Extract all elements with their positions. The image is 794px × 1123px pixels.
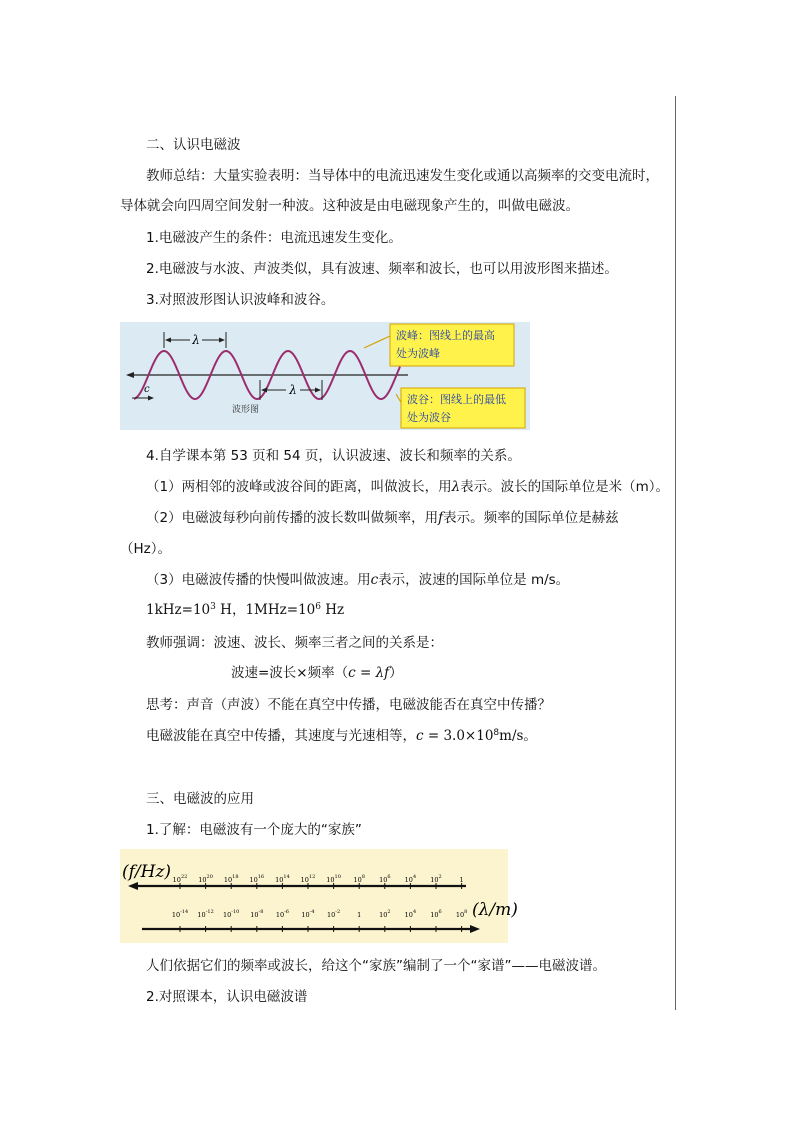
crest-callout-line-2: 处为波峰 [396,347,440,360]
list-item-2: 2.电磁波与水波、声波类似，具有波速、频率和波长，也可以用波形图来描述。 [146,261,618,277]
paragraph-speed: （3）电磁波传播的快慢叫做波速。用c表示，波速的国际单位是 m/s。 [146,572,570,588]
wavelength-tick-label: 1 [357,911,362,919]
frequency-axis-arrow [128,882,138,890]
spectrum-description: 人们依据它们的频率或波长，给这个“家族”编制了一个“家谱”——电磁波谱。 [146,958,606,974]
frequency-tick-label: $10^{10}$ [326,874,341,884]
frequency-tick-label: $10^2$ [430,874,442,884]
paragraph-frequency: （2）电磁波每秒向前传播的波长数叫做频率，用f表示。频率的国际单位是赫兹 [146,510,619,526]
waveform-diagram [120,322,530,430]
frequency-tick-label: 1 [459,876,464,884]
frequency-tick-label: $10^{12}$ [300,874,316,884]
frequency-axis-label: (f/Hz) [122,862,172,882]
teacher-summary-line-2: 导体就会向四周空间发射一种波。这种波是由电磁现象产生的，叫做电磁波。 [120,198,579,214]
speed-formula: 波速=波长×频率（c = λf） [231,665,403,681]
section3-item-1: 1.了解：电磁波有一个庞大的“家族” [146,822,362,838]
wavelength-tick-label: $10^6$ [430,909,442,919]
list-item-3: 3.对照波形图认识波峰和波谷。 [146,292,335,308]
lambda-label-top: λ [192,333,200,347]
wavelength-tick-label: $10^{-10}$ [223,909,240,919]
wavelength-tick-label: $10^8$ [455,909,468,919]
spectrum-scale-diagram [120,849,518,943]
frequency-tick-label: $10^4$ [404,874,417,884]
wavelength-tick-label: $10^{-6}$ [275,909,289,919]
frequency-tick-label: $10^{14}$ [275,874,290,884]
lambda-label-bottom: λ [289,383,297,397]
crest-callout-line [364,336,390,348]
paragraph-frequency-unit: （Hz）。 [120,541,171,557]
teacher-summary-line-1: 教师总结：大量实验表明：当导体中的电流迅速发生变化或通以高频率的交变电流时， [146,168,659,184]
waveform-caption: 波形图 [232,405,260,415]
frequency-tick-label: $10^8$ [353,874,365,884]
wavelength-tick-label: $10^{-4}$ [301,909,315,919]
page-border-line [675,96,676,1010]
speed-label: c [144,384,150,395]
think-answer: 电磁波能在真空中传播，其速度与光速相等，$c = 3.0\times 10^8m/s$。 [146,728,537,744]
frequency-tick-label: $10^{18}$ [223,874,239,884]
section-heading-2: 二、认识电磁波 [146,137,241,153]
wavelength-axis-label: (λ/m) [472,900,518,920]
trough-callout-line-2: 处为波谷 [407,411,451,424]
teacher-emphasis: 教师强调：波速、波长、频率三者之间的关系是： [146,635,443,651]
section-heading-3: 三、电磁波的应用 [146,791,254,807]
crest-callout-line-1: 波峰：图线上的最高 [396,329,495,342]
wavelength-tick-label: $10^2$ [379,909,391,919]
wavelength-tick-label: $10^{-8}$ [250,909,264,919]
list-item-4: 4.自学课本第 53 页和 54 页，认识波速、波长和频率的关系。 [146,448,521,464]
wavelength-tick-label: $10^{-12}$ [197,909,214,919]
axis-arrow-left [126,372,134,378]
unit-conversion: $1kHz=10^3$ H，$1MHz=10^6$ Hz [146,602,345,618]
wavelength-tick-label: $10^4$ [404,909,417,919]
trough-callout-line-1: 波谷：图线上的最低 [407,393,506,406]
frequency-tick-label: $10^{22}$ [172,874,188,884]
frequency-tick-label: $10^{16}$ [249,874,265,884]
section3-item-2: 2.对照课本，认识电磁波谱 [146,989,308,1005]
think-question: 思考：声音（声波）不能在真空中传播，电磁波能否在真空中传播？ [146,697,551,713]
spectrum-figure [120,849,518,943]
frequency-tick-label: $10^6$ [379,874,391,884]
waveform-figure [120,322,530,430]
wavelength-tick-label: $10^{-14}$ [171,909,189,919]
wavelength-axis-arrow [470,925,480,933]
list-item-1: 1.电磁波产生的条件：电流迅速发生变化。 [146,230,402,246]
paragraph-wavelength: （1）两相邻的波峰或波谷间的距离，叫做波长，用λ表示。波长的国际单位是米（m）。 [146,479,670,495]
wavelength-tick-label: $10^{-2}$ [327,909,341,919]
frequency-tick-label: $10^{20}$ [198,874,213,884]
